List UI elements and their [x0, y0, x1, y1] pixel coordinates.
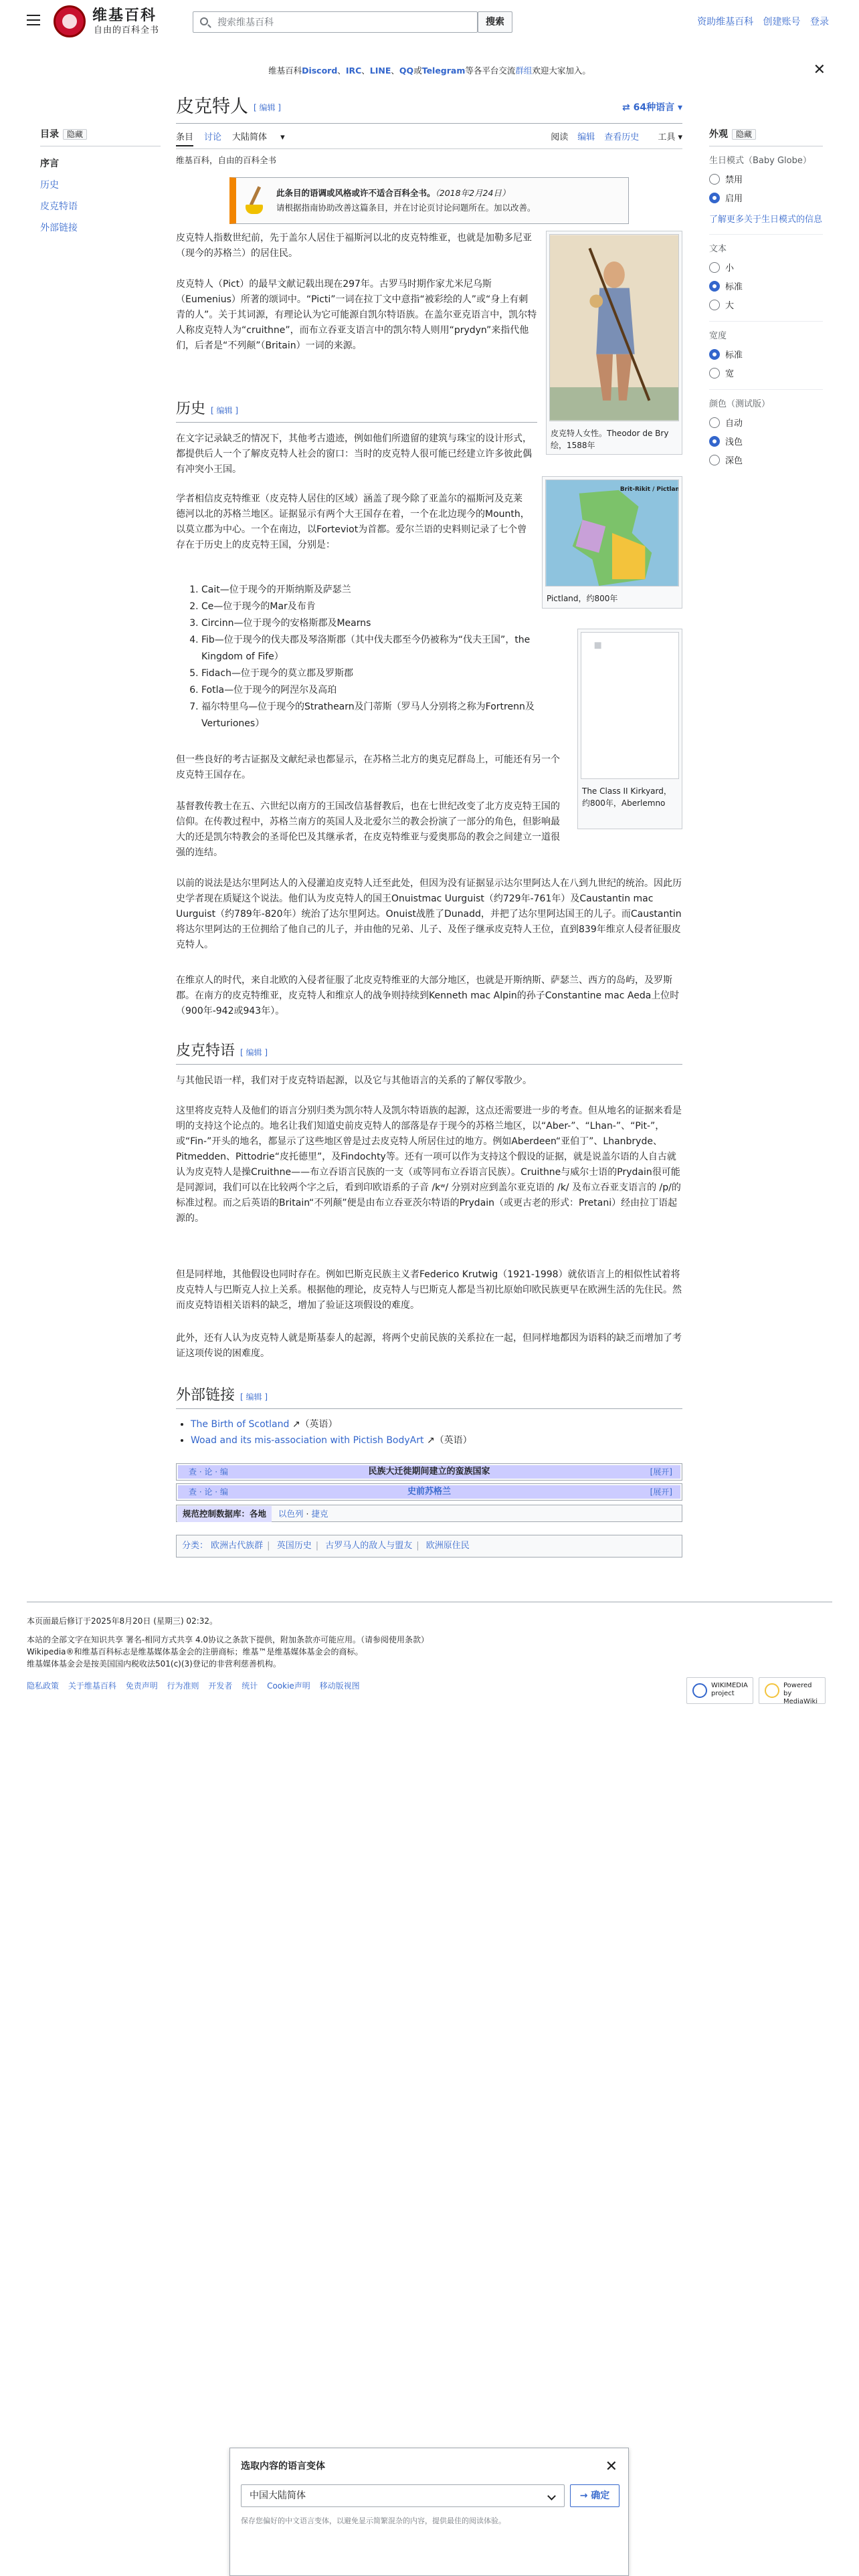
table-of-contents [40, 127, 161, 239]
footer-link[interactable]: Cookie声明 [267, 1681, 310, 1691]
list-item: 1. Cait—位于现今的开斯纳斯及萨瑟兰 [201, 582, 536, 599]
login-link[interactable]: 登录 [810, 17, 829, 27]
category-link[interactable]: 英国历史 [276, 1541, 312, 1551]
footer-link[interactable]: 开发者 [208, 1681, 233, 1691]
intro-paragraph-2: 皮克特人（Pict）的最早文献记载出现在297年。古罗马时期作家尤米尼乌斯（Eumenius）所著的颂词中。“Picti”一词在拉丁文中意指“被彩绘的人”或“身上有刺青的人”。关于其词源，有理论认为它可能源自凯尔特语族。在盖尔亚克语言中，凯尔特人称皮克特人为“cruithne”，而布立吞亚支语言中的凯尔特人则用“prydyn”来指代他们，后者是“不列颠”（Britain）一词的来源。 [176, 279, 537, 351]
category-link[interactable]: 欧洲古代族群 [211, 1541, 264, 1551]
history-paragraph-3: 但一些良好的考古证据及文献纪录也都显示，在苏格兰北方的奥克尼群岛上，可能还有另一个皮克特王国存在。 [176, 754, 560, 780]
radio-enable[interactable]: 启用 [709, 193, 823, 206]
baby-globe-more-link[interactable]: 了解更多关于生日模式的信息 [709, 215, 823, 225]
navbox-barbarian-kingdoms [176, 1463, 682, 1481]
navbox-expand-button[interactable]: [展开] [650, 1467, 672, 1477]
external-link[interactable]: Woad and its mis-association with Pictish BodyArt [191, 1435, 424, 1446]
toc-item[interactable]: 皮克特语 [40, 201, 78, 213]
baby-globe-label: 生日模式（Baby Globe） [709, 156, 812, 167]
history-paragraph-6: 在维京人的时代，来自北欧的入侵者征服了北皮克特维亚的大部分地区，也就是开斯纳斯、萨瑟兰、西方的岛屿，及罗斯郡。在南方的皮克特维亚，皮克特人和维京人的战争则持续到Kenneth mac Alpin的孙子Constantine mac Aeda上位时（900年-942或943年）。 [176, 975, 680, 1016]
map-title: Brit-Rikit / Pictland [619, 486, 679, 493]
navbox-vte-links[interactable]: 查 · 论 · 编 [189, 1467, 228, 1477]
main-menu-icon[interactable] [27, 15, 40, 25]
wikipedia-globe-icon[interactable] [54, 5, 86, 37]
style-notice-box: 此条目的语调或风格或许不适合百科全书。（2018年2月24日） 请根据指南协助改善这篇条目，并在讨论页讨论问题所在。加以改善。 [229, 177, 629, 224]
radio-disable[interactable]: 禁用 [709, 174, 823, 187]
category-links: 分类： 欧洲古代族群 | 英国历史 | 古罗马人的敌人与盟友 | 欧洲原住民 [176, 1535, 682, 1558]
dialog-note: 保存您偏好的中文语言变体，以避免显示简繁混杂的内容，提供最佳的阅读体验。 [241, 2516, 506, 2525]
variant-dropdown[interactable]: 大陆简体 ▾ [232, 132, 285, 142]
language-variant-dialog [229, 2448, 629, 2576]
radio-color-dark[interactable]: 深色 [709, 455, 823, 468]
radio-text-large[interactable]: 大 [709, 300, 823, 313]
site-wordmark[interactable]: 维基百科 [92, 7, 157, 24]
pictland-map-image[interactable] [545, 479, 679, 586]
footer-links [27, 1680, 367, 1693]
footer-link[interactable]: 免责声明 [125, 1681, 158, 1691]
history-paragraph-2: 学者相信皮克特维亚（皮克特人居住的区域）涵盖了现今除了亚盖尔的福斯河及克莱德河以北的苏格兰地区。证据显示有两个大王国存在着，一个在北边现今的Mounth，以莫立郡为中心。一个在南边，以Forteviot为首都。爱尔兰语的史料则记录了七个曾存在于历史上的皮克特王国，分别是： [176, 494, 530, 550]
section-heading-history: 历史 [ 编辑 ] [176, 398, 537, 423]
tab-read[interactable]: 阅读 [551, 132, 569, 142]
section-edit-link[interactable]: [ 编辑 ] [240, 1048, 268, 1057]
list-item: 5. Fidach—位于现今的莫立郡及罗斯郡 [201, 665, 536, 682]
tab-talk[interactable]: 讨论 [204, 132, 222, 142]
class-ii-stone-image[interactable] [581, 632, 679, 779]
authority-label: 规范控制数据库：各地 [177, 1506, 272, 1522]
external-links-list [191, 1416, 472, 1448]
categories-label[interactable]: 分类： [182, 1541, 209, 1551]
search-icon [200, 17, 208, 25]
tab-history[interactable]: 查看历史 [604, 132, 640, 142]
external-link[interactable]: The Birth of Scotland [191, 1419, 290, 1430]
width-label: 宽度 [709, 330, 727, 341]
site-sub: 维基百科，自由的百科全书 [176, 155, 277, 165]
radio-width-standard[interactable]: 标准 [709, 349, 823, 362]
navbox-expand-button[interactable]: [展开] [650, 1487, 672, 1497]
wikimedia-icon [692, 1683, 707, 1698]
language-button[interactable]: ⇄ 64种语言 ▾ [622, 102, 682, 113]
footer-link[interactable]: 关于维基百科 [68, 1681, 116, 1691]
tab-edit[interactable]: 编辑 [577, 132, 595, 142]
language-paragraph-1: 与其他民语一样，我们对于皮克特语起源，以及它与其他语言的关系的了解仅零散少。 [176, 1075, 532, 1086]
dialog-title: 选取内容的语言变体 [241, 2461, 325, 2472]
section-heading-language: 皮克特语 [ 编辑 ] [176, 1040, 682, 1065]
footer-link[interactable]: 移动版视图 [319, 1681, 360, 1691]
list-item: • Woad and its mis-association with Pictish BodyArt ↗（英语） [191, 1432, 472, 1448]
broom-icon [246, 186, 266, 215]
toc-item[interactable]: 外部链接 [40, 223, 78, 234]
mediawiki-icon [765, 1683, 779, 1698]
wikimedia-badge[interactable]: WIKIMEDIA project [686, 1677, 753, 1704]
category-link[interactable]: 欧洲原住民 [425, 1541, 470, 1551]
history-paragraph-5: 以前的说法是达尔里阿达人的入侵灌迫皮克特人迁至此处，但因为没有证据显示达尔里阿达人在八到九世纪的统治。因此历史学者现在质疑这个说法。他们认为皮克特人的国王Onuistmac Uurguist（约729年-761年）及Caustantin mac Uurguist（约789年-820年）统治了达尔里阿达。Onuist战胜了Dunadd，并把了达尔里阿达国王的儿子。而Caustantin将达尔里阿达的王位拥给了他自己的儿子，并由他的兄弟、儿子、及侄子继承皮克特人王位，直到839年维京人侵者征服皮克特人。 [176, 878, 682, 950]
last-edited: 本页面最后修订于2025年8月20日 (星期三) 02:32。 [27, 1616, 218, 1626]
personal-tools [697, 15, 829, 29]
language-paragraph-4: 此外，还有人认为皮克特人就是斯基泰人的起源，将两个史前民族的关系拉在一起，但同样地都因为语料的缺乏而增加了考证这项传说的困难度。 [176, 1333, 682, 1359]
figure-class-ii-stone [577, 629, 682, 829]
page-tabs [176, 131, 682, 148]
figure-caption: The Class II Kirkyard，约800年，Aberlemno [582, 786, 672, 808]
list-item: • The Birth of Scotland ↗（英语） [191, 1416, 472, 1432]
section-heading-external-links: 外部链接 [ 编辑 ] [176, 1384, 682, 1409]
kingdom-list [201, 582, 536, 732]
search-placeholder: 搜索维基百科 [217, 17, 274, 28]
footer-link[interactable]: 行为准则 [167, 1681, 199, 1691]
list-item: 4. Fib—位于现今的伐夫郡及琴洛斯郡（其中伐夫郡至今仍被称为“伐夫王国”，the Kingdom of Fife） [201, 632, 536, 665]
intro-paragraph-1: 皮克特人指数世纪前，先于盖尔人居住于福斯河以北的皮克特维亚，也就是加勒多尼亚（现今的苏格兰）的居住民。 [176, 233, 532, 259]
license-text: 本站的全部文字在知识共享 署名-相同方式共享 4.0协议之条款下提供，附加条款亦可能应用。（请参阅使用条款） Wikipedia®和维基百科标志是维基媒体基金会的注册商标；维基™是维基媒体基金会的商标。 维基媒体基金会是按美国国内税收法501(c)(3)登记的非营利慈善机构。 [27, 1635, 430, 1669]
figure-pictland-map [542, 476, 682, 609]
appearance-panel [709, 127, 823, 468]
toc-title: 目录 隐藏 [40, 127, 161, 146]
create-account-link[interactable]: 创建账号 [763, 17, 801, 27]
confirm-button[interactable]: → 确定 [570, 2484, 619, 2507]
language-paragraph-2: 这里将皮克特人及他们的语言分别归类为凯尔特人及凯尔特语族的起源，这点还需要进一步的考查。但从地名的证据来看是明的支持这个论点的。地名让我们知道史前皮克特人的部落是存于现今的苏格兰地区，以“Aber-”、“Lhan-”、“Pit-”，或“Fin-”开头的地名，都显示了这些地区曾是过去皮克特人所居住过的地方。例如Aberdeen“亚伯丁”、Lhanbryde、Pitmedden、Pittodrie“皮托德里”，及Findochty等。还有一项可以作为支持这个假设的证据，就是说盖尔语的人自古就认为皮克特人是操Cruithne——布立吞语言民族的一支（或等同布立吞语言民族）。Cruithne与威尔士语的Prydain很可能是同源词，我们可以在比较两个字之后，看到印欧语系的子音 /kʷ/ 分别对应到盖尔亚克语的 /k/ 及布立吞亚支语言的 /p/的标准过程。而之后英语的Britain“不列颠”便是由布立吞亚茨尔特语的Prydain（或更古老的形式：Pretani）经由拉丁语起源的。 [176, 1105, 682, 1224]
toc-hide-button[interactable]: 隐藏 [63, 129, 87, 140]
radio-text-standard[interactable]: 标准 [709, 281, 823, 294]
authority-item[interactable]: 以色列 [278, 1509, 304, 1519]
search-input[interactable] [193, 11, 478, 33]
text-size-label: 文本 [709, 244, 727, 255]
section-edit-link[interactable]: [ 编辑 ] [240, 1392, 268, 1402]
close-icon[interactable]: ✕ [605, 2458, 617, 2475]
page-title: 皮克特人 [ 编辑 ] [176, 96, 281, 117]
category-link[interactable]: 古罗马人的敌人与盟友 [325, 1541, 413, 1551]
figure-caption: Pictland，约800年 [547, 594, 618, 603]
donate-link[interactable]: 资助维基百科 [697, 17, 754, 27]
tab-article[interactable]: 条目 [176, 132, 193, 146]
site-header [0, 0, 859, 43]
pict-woman-image[interactable] [549, 234, 679, 421]
footer-link[interactable]: 统计 [242, 1681, 258, 1691]
navbox-vte-links[interactable]: 查 · 论 · 编 [189, 1487, 228, 1497]
color-label: 颜色（测试版） [709, 399, 771, 409]
navbox-prehistoric-scotland [176, 1483, 682, 1501]
authority-control: 规范控制数据库：各地 以色列 · 捷克 [176, 1505, 682, 1522]
radio-color-light[interactable]: 浅色 [709, 436, 823, 449]
close-icon[interactable]: ✕ [813, 62, 826, 78]
variant-select[interactable]: 中国大陆简体 [241, 2484, 565, 2507]
site-tagline: 自由的百科全书 [94, 25, 160, 35]
section-edit-link[interactable]: [ 编辑 ] [211, 406, 239, 415]
authority-item[interactable]: 捷克 [311, 1509, 328, 1519]
navbox-title[interactable]: 史前苏格兰 [407, 1487, 451, 1497]
list-item: 6. Fotla—位于现今的阿涅尔及高珀 [201, 682, 536, 699]
figure-pict-woman [546, 231, 682, 455]
list-item: 3. Circinn—位于现今的安格斯郡及Mearns [201, 615, 536, 632]
tools-dropdown[interactable]: 工具 ▾ [658, 132, 682, 142]
radio-color-auto[interactable]: 自动 [709, 417, 823, 431]
list-item: 2. Ce—位于现今的Mar及布肯 [201, 599, 536, 615]
language-paragraph-3: 但是同样地，其他假设也同时存在。例如巴斯克民族主义者Federico Krutwig（1921-1998）就依语言上的相似性试着将皮克特人与巴斯克人拉上关系。根据他的理论，皮克特人与巴斯克人都是当初比原始印欧民族更早在欧洲生活的先住民。然而皮克特语相关语料的缺乏，增加了验证这项假设的难度。 [176, 1269, 682, 1311]
mediawiki-badge[interactable]: Powered by MediaWiki [759, 1677, 826, 1704]
list-item: 7. 福尔特里乌—位于现今的Strathearn及门蒂斯（罗马人分别将之称为Fortrenn及Verturiones） [201, 699, 536, 732]
toc-item[interactable]: 序言 [40, 158, 59, 170]
navbox-title[interactable]: 民族大迁徙期间建立的蛮族国家 [368, 1467, 490, 1477]
radio-text-small[interactable]: 小 [709, 262, 823, 276]
footer-link[interactable]: 隐私政策 [27, 1681, 60, 1691]
figure-caption: 皮克特人女性。Theodor de Bry绘，1588年 [551, 429, 669, 450]
appearance-title: 外观 隐藏 [709, 127, 823, 146]
history-paragraph-4: 基督教传教士在五、六世纪以南方的王国改信基督教后，也在七世纪改变了北方皮克特王国的信仰。在传教过程中，苏格兰南方的英国人及北爱尔兰的教会扮演了一部分的角色，但影响最大的还是凯尔特教会的圣哥伦巴及其继承者，在皮克特维亚与爱奥那岛的教会之间建立一道很强的连结。 [176, 801, 560, 858]
search-button[interactable]: 搜索 [478, 11, 512, 33]
toc-item[interactable]: 历史 [40, 180, 59, 191]
title-edit-link[interactable]: [ 编辑 ] [254, 102, 281, 112]
site-notice: 维基百科Discord、IRC、LINE、QQ或Telegram等各平台交流群组欢迎大家加入。 [268, 66, 591, 76]
appearance-hide-button[interactable]: 隐藏 [732, 129, 756, 140]
radio-width-wide[interactable]: 宽 [709, 368, 823, 381]
history-paragraph-1: 在文字记录缺乏的情况下，其他考古遗迹，例如他们所遗留的建筑与珠宝的设计形式，都提供后人一个了解皮克特人社会的窗口：当时的皮克特人很可能已经建立许多彼此偶有冲突小王国。 [176, 433, 532, 475]
